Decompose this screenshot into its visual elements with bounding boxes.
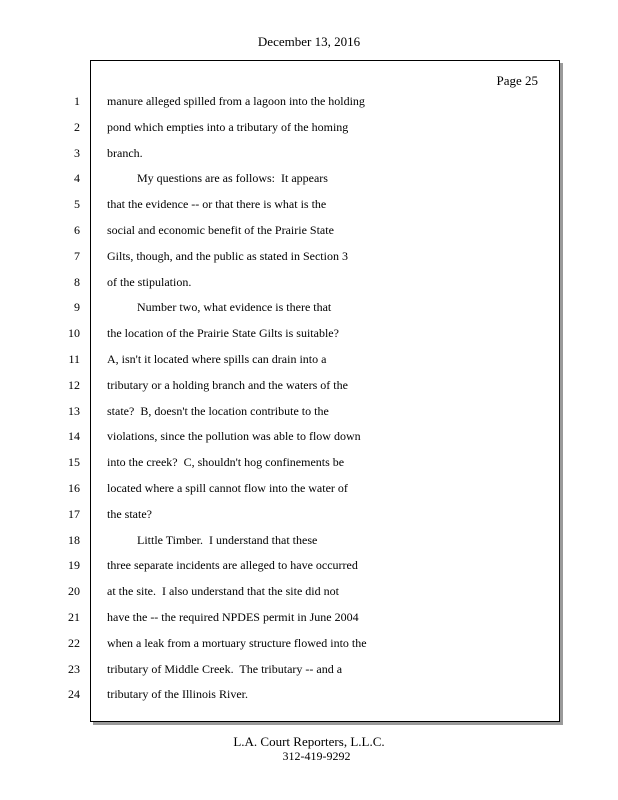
line-text: pond which empties into a tributary of the homing [107, 119, 349, 134]
line-number: 18 [68, 532, 80, 547]
line-text: of the stipulation. [107, 274, 192, 289]
line-number: 20 [68, 584, 80, 599]
line-number: 3 [74, 145, 80, 160]
line-text: Gilts, though, and the public as stated in Section 3 [107, 248, 348, 263]
line-number: 10 [68, 326, 80, 341]
line-text: that the evidence -- or that there is what is the [107, 197, 327, 212]
line-text: tributary or a holding branch and the waters of the [107, 377, 348, 392]
line-text: social and economic benefit of the Prairie State [107, 223, 334, 237]
line-number: 21 [68, 610, 80, 624]
line-text: state? B, doesn't the location contribute to the [107, 403, 329, 418]
line-text: Number two, what evidence is there that [107, 300, 332, 315]
footer-company: L.A. Court Reporters, L.L.C. [233, 734, 385, 749]
line-number: 5 [74, 197, 80, 212]
line-text: Little Timber. I understand that these [107, 532, 318, 547]
footer-phone: 312-419-9292 [282, 749, 351, 763]
line-text: the state? [107, 506, 152, 521]
line-number: 19 [68, 558, 80, 573]
line-number: 23 [68, 661, 80, 676]
line-number: 9 [74, 300, 80, 315]
line-text: violations, since the pollution was able to flow down [107, 429, 361, 444]
line-text: located where a spill cannot flow into the water of [107, 481, 348, 495]
line-number: 11 [68, 352, 80, 366]
line-number: 6 [74, 223, 80, 237]
line-text: have the -- the required NPDES permit in June 2004 [107, 610, 359, 624]
line-text: tributary of Middle Creek. The tributary -- and a [107, 661, 343, 676]
line-number: 22 [68, 635, 80, 650]
line-number: 14 [68, 429, 80, 444]
line-text: into the creek? C, shouldn't hog confinements be [107, 455, 345, 470]
line-number: 7 [74, 248, 80, 263]
line-number: 4 [74, 171, 80, 186]
page-number: Page 25 [496, 73, 538, 88]
line-number: 2 [74, 119, 80, 134]
line-number: 17 [68, 506, 80, 521]
line-text: A, isn't it located where spills can drain into a [107, 352, 327, 366]
line-number: 16 [68, 481, 80, 495]
line-number: 1 [74, 94, 80, 108]
line-number: 12 [68, 377, 80, 392]
line-number: 15 [68, 455, 80, 470]
line-text: at the site. I also understand that the site did not [107, 584, 339, 599]
line-text: the location of the Prairie State Gilts is suitable? [107, 326, 339, 341]
line-number: 13 [68, 403, 80, 418]
line-text: three separate incidents are alleged to have occurred [107, 558, 358, 573]
line-text: when a leak from a mortuary structure flowed into the [107, 635, 367, 650]
line-text: tributary of the Illinois River. [107, 687, 248, 702]
line-number: 8 [74, 274, 80, 289]
header-date: December 13, 2016 [257, 34, 361, 49]
line-text: manure alleged spilled from a lagoon into the holding [107, 94, 365, 108]
line-text: My questions are as follows: It appears [107, 171, 328, 186]
line-number: 24 [68, 687, 80, 702]
line-text: branch. [107, 145, 143, 160]
